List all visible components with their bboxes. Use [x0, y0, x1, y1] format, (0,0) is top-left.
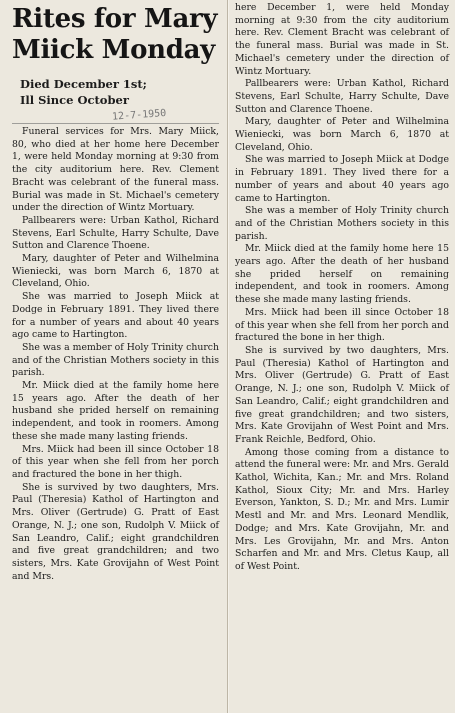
divider — [12, 123, 219, 124]
paragraph: Pallbearers were: Urban Kathol, Richard Stevens, Earl Schulte, Harry Schulte, Dave Sutton and Clarence Thoene. — [235, 78, 449, 115]
headline-line-1: Rites for Mary — [12, 4, 218, 34]
headline-line-2: Miick Monday — [12, 35, 215, 65]
paragraph: Mr. Miick died at the family home here 15 years ago. After the death of her husband she prided herself on remaining independent, and took in roomers. Among these she made many lasting friends. — [235, 243, 449, 306]
paragraph: Funeral services for Mrs. Mary Miick, 80, who died at her home here December 1, were held Monday morning at 9:30 from the city auditorium here. Rev. Clement Bracht was celebrant of the funeral mass. Burial was made in St. Michael's cemetery under the direction of Wintz Mortuary. — [12, 126, 219, 214]
subheadline-line-2: Ill Since October — [20, 93, 129, 107]
paragraph: Mary, daughter of Peter and Wilhelmina Wieniecki, was born March 6, 1870 at Cleveland, Ohio. — [12, 253, 219, 290]
paragraph: here December 1, were held Monday morning at 9:30 from the city auditorium here. Rev. Clement Bracht was celebrant of the funeral mass. Burial was made in St. Michael's cemetery under the direction of Wintz Mortuary. — [235, 2, 449, 77]
paragraph: Among those coming from a distance to attend the funeral were: Mr. and Mrs. Gerald Kathol, Wichita, Kan.; Mr. and Mrs. Roland Kathol, Sioux City; Mr. and Mrs. Harley Everson, Yankton, S. D.; Mr. and Mrs. Lumir Mestl and Mr. and Mrs. Leonard Mendlik, Dodge; and Mrs. Kate Grovijahn, Mr. and Mrs. Les Grovijahn, Mr. and Mrs. Anton Scharfen and Mr. and Mrs. Cletus Kaup, all of West Point. — [235, 446, 449, 572]
paragraph: Mrs. Miick had been ill since October 18 of this year when she fell from her porch and fractured the bone in her thigh. — [12, 443, 219, 480]
handwritten-date: 12-7-1950 — [111, 107, 167, 123]
paragraph: She was a member of Holy Trinity church and of the Christian Mothers society in this parish. — [235, 205, 449, 242]
paragraph: She is survived by two daughters, Mrs. Paul (Theresia) Kathol of Hartington and Mrs. Oliver (Gertrude) G. Pratt of East Orange, N. J.; one son, Rudolph V. Miick of San Leandro, Calif.; eight grandchildren and five great grandchildren; and two sisters, Mrs. Kate Grovijahn of West Point and Mrs. Frank Reichle, Bedford, Ohio. — [235, 344, 449, 445]
headline — [12, 4, 219, 66]
right-column — [229, 0, 455, 713]
subheadline — [20, 76, 219, 108]
paragraph: Mrs. Miick had been ill since October 18 of this year when she fell from her porch and fractured the bone in her thigh. — [235, 306, 449, 344]
paragraph: She was married to Joseph Miick at Dodge in February 1891. They lived there for a number of years and about 40 years ago came to Hartington. — [12, 291, 219, 341]
paragraph: Mary, daughter of Peter and Wilhelmina Wieniecki, was born March 6, 1870 at Cleveland, Ohio. — [235, 116, 449, 153]
paragraph: She was married to Joseph Miick at Dodge in February 1891. They lived there for a number of years and about 40 years ago came to Hartington. — [235, 154, 449, 204]
paragraph: Mr. Miick died at the family home here 15 years ago. After the death of her husband she prided herself on remaining independent, and took in roomers. Among these she made many lasting friends. — [12, 380, 219, 442]
paragraph: She is survived by two daughters, Mrs. Paul (Theresia) Kathol of Hartington and Mrs. Oliver (Gertrude) G. Pratt of East Orange, N. J.; one son, Rudolph V. Miick of San Leandro, Calif.; eight grandchildren and five great grandchildren; and two sisters, Mrs. Kate Grovijahn of West Point and Mrs. — [12, 481, 219, 582]
paragraph: She was a member of Holy Trinity church and of the Christian Mothers society in this parish. — [12, 341, 219, 379]
paragraph: Pallbearers were: Urban Kathol, Richard Stevens, Earl Schulte, Harry Schulte, Dave Sutton and Clarence Thoene. — [12, 214, 219, 252]
subheadline-line-1: Died December 1st; — [20, 77, 147, 91]
